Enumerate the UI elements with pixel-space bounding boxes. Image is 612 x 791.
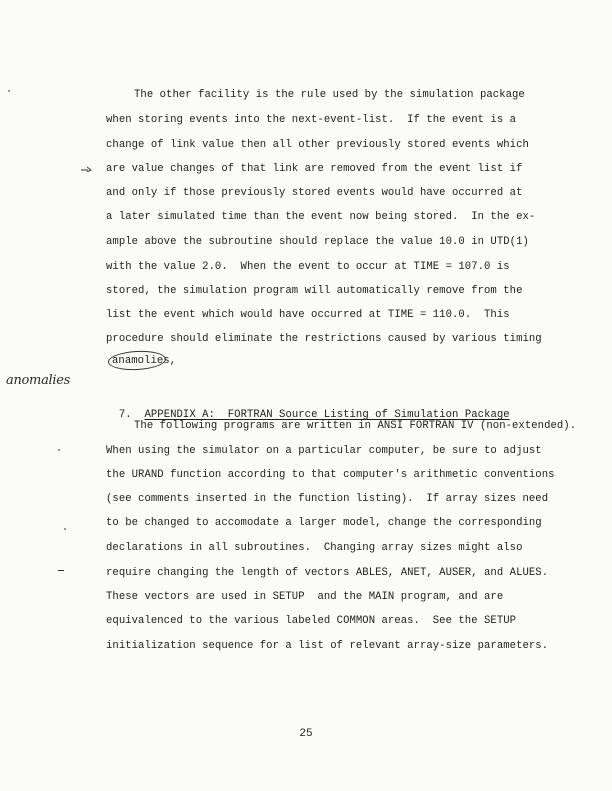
misspelled-word: anamolies, (112, 355, 177, 367)
paragraph-2-line: The following programs are written in ANSI FORTRAN IV (non-extended). (134, 420, 577, 432)
margin-dash-mark (58, 570, 64, 571)
section-title: APPENDIX A: FORTRAN Source Listing of Simulation Package (144, 409, 510, 421)
paragraph-2-line: When using the simulator on a particular computer, be sure to adjust (106, 445, 542, 457)
paragraph-2-line: These vectors are used in SETUP and the MAIN program, and are (106, 591, 504, 603)
paragraph-1-line: stored, the simulation program will automatically remove from the (106, 285, 523, 297)
scan-speck (58, 449, 60, 451)
page-number: 25 (299, 728, 313, 740)
paragraph-1-line: ample above the subroutine should replace the value 10.0 in UTD(1) (106, 236, 529, 248)
paragraph-2-line: (see comments inserted in the function listing). If array sizes need (106, 493, 549, 505)
paragraph-2-line: require changing the length of vectors ABLES, ANET, AUSER, and ALUES. (106, 567, 549, 579)
paragraph-1-line: when storing events into the next-event-list. If the event is a (106, 114, 517, 126)
section-heading (106, 394, 510, 422)
handwritten-correction: anomalies (6, 373, 71, 388)
paragraph-1-line: The other facility is the rule used by the simulation package (134, 89, 525, 101)
scan-speck (8, 90, 10, 92)
paragraph-1-line: with the value 2.0. When the event to occur at TIME = 107.0 is (106, 261, 510, 273)
paragraph-2-line: equivalenced to the various labeled COMMON areas. See the SETUP (106, 615, 517, 627)
paragraph-1-line: procedure should eliminate the restrictions caused by various timing (106, 333, 542, 345)
scan-speck (64, 528, 66, 530)
margin-arrow-mark (80, 164, 94, 175)
paragraph-1-line: list the event which would have occurred at TIME = 110.0. This (106, 309, 510, 321)
paragraph-2-line: the URAND function according to that computer's arithmetic conventions (106, 469, 555, 481)
arrow-mark-icon (80, 164, 94, 172)
paragraph-1-line: are value changes of that link are removed from the event list if (106, 163, 523, 175)
correction-circle (108, 349, 167, 371)
paragraph-1-line: and only if those previously stored events would have occurred at (106, 187, 523, 199)
section-number: 7. (118, 409, 132, 421)
paragraph-2-line: declarations in all subroutines. Changing array sizes might also (106, 542, 523, 554)
paragraph-1-line: change of link value then all other previously stored events which (106, 139, 529, 151)
paragraph-2-line: to be changed to accomodate a larger model, change the corresponding (106, 517, 542, 529)
paragraph-1-line: a later simulated time than the event now being stored. In the ex- (106, 211, 536, 223)
paragraph-2-line: initialization sequence for a list of relevant array-size parameters. (106, 640, 549, 652)
